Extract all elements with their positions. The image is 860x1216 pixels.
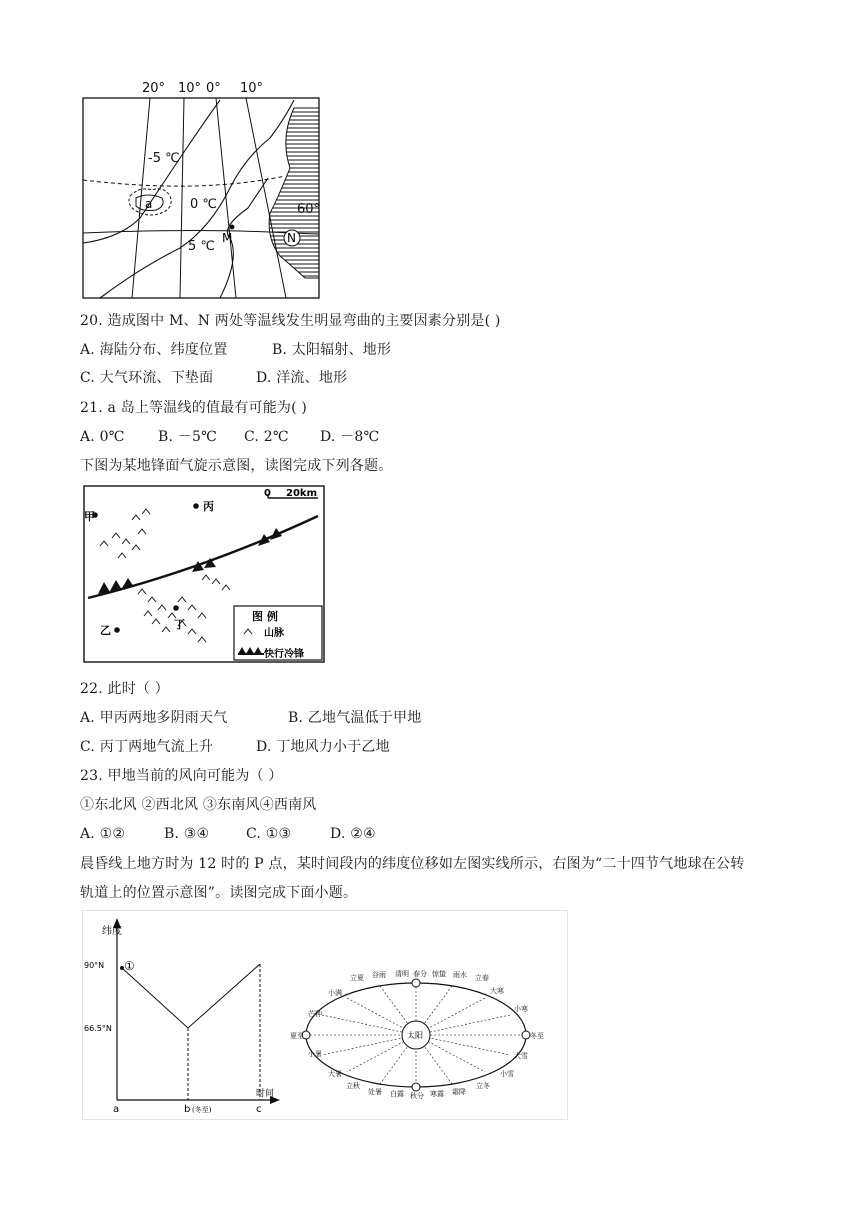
q20-stem: 20. 造成图中 M、N 两处等温线发生明显弯曲的主要因素分别是( ) <box>80 313 501 329</box>
q23-option-c: C. ①③ <box>246 826 292 842</box>
scale-zero: 0 <box>264 488 271 499</box>
q22-options-row1 <box>80 708 421 728</box>
term-lichun: 立春 <box>475 974 489 982</box>
lon-label-10w: 10° <box>178 81 202 96</box>
term-jingzhe: 惊蛰 <box>432 970 446 978</box>
q23-stem: 23. 甲地当前的风向可能为（ ） <box>80 768 283 784</box>
x-tick-c: c <box>256 1104 262 1115</box>
isotherm-label-5: 5 ℃ <box>188 239 216 254</box>
term-lidong: 立冬 <box>476 1082 490 1090</box>
isotherm-map-figure <box>80 78 325 304</box>
q22-options-row2 <box>80 737 390 757</box>
x-tick-b-note: (冬至) <box>192 1106 212 1114</box>
term-shuangjiang: 霜降 <box>452 1088 466 1096</box>
term-xiaoman: 小满 <box>328 989 342 997</box>
term-hanlu: 寒露 <box>430 1090 444 1098</box>
q23-choices: ①东北风 ②西北风 ③东南风④西南风 <box>80 797 317 813</box>
q21-option-d: D. －8℃ <box>320 429 380 445</box>
q20-option-d: D. 洋流、地形 <box>256 370 348 386</box>
x-axis-title: 时间 <box>256 1089 275 1099</box>
latitude-orbit-figure <box>82 910 568 1120</box>
place-yi-label: 乙 <box>100 624 111 637</box>
q22-option-c: C. 丙丁两地气流上升 <box>80 739 214 755</box>
term-daxue: 大雪 <box>514 1052 528 1060</box>
q20-options-row1 <box>80 340 391 360</box>
legend-title: 图 例 <box>252 610 278 623</box>
legend-mountain-label: 山脉 <box>264 628 284 639</box>
lon-label-10e: 10° <box>240 81 264 96</box>
q22-option-a: A. 甲丙两地多阴雨天气 <box>80 710 228 726</box>
term-liqiu: 立秋 <box>346 1082 360 1090</box>
point-m-label: M <box>222 231 233 245</box>
cyclone-map-figure <box>82 484 328 666</box>
q23-options <box>80 824 376 844</box>
q21-stem: 21. a 岛上等温线的值最有可能为( ) <box>80 400 308 416</box>
q22-option-b: B. 乙地气温低于甲地 <box>288 710 422 726</box>
term-chushu: 处暑 <box>368 1088 382 1096</box>
q23-option-a: A. ①② <box>80 826 126 842</box>
latitude-60-label: 60° <box>296 202 320 217</box>
sun-label: 太阳 <box>407 1031 423 1040</box>
x-tick-b: b <box>184 1104 191 1115</box>
legend-front-label: 快行冷锋 <box>264 649 304 660</box>
isotherm-label-minus5: -5 ℃ <box>148 151 180 166</box>
q20-options-row2 <box>80 368 347 388</box>
lon-label-20: 20° <box>142 81 166 96</box>
q21-option-a: A. 0℃ <box>80 429 125 445</box>
term-xiazhi: 夏至 <box>290 1032 304 1040</box>
q21-options <box>80 427 379 447</box>
term-guyu: 谷雨 <box>372 971 386 979</box>
q22-stem: 22. 此时（ ） <box>80 681 169 697</box>
place-jia-label: 甲 <box>84 510 95 523</box>
term-xiaoxue: 小雪 <box>500 1070 514 1078</box>
scale-label: 20km <box>286 488 317 499</box>
intro-solar-terms-line2: 轨道上的位置示意图”。读图完成下面小题。 <box>80 885 358 901</box>
point-m-marker <box>230 225 235 230</box>
q21-option-b: B. －5℃ <box>158 429 217 445</box>
term-dongzhi: 冬至 <box>530 1032 544 1040</box>
island-a-label: a <box>145 197 153 211</box>
lon-label-0: 0° <box>206 81 221 96</box>
point-n-label: N <box>287 231 296 245</box>
term-yushui: 雨水 <box>453 971 467 979</box>
term-chunfen: 春分 <box>413 970 427 978</box>
marker-1: ① <box>124 959 135 973</box>
q23-option-b: B. ③④ <box>164 826 210 842</box>
q21-option-c: C. 2℃ <box>244 429 289 445</box>
place-bing-label: 丙 <box>203 500 214 513</box>
intro-solar-terms-line1: 晨昏线上地方时为 12 时的 P 点，某时间段内的纬度位移如左图实线所示，右图为“二十四节气地球在公转 <box>80 856 745 872</box>
y-tick-66n: 66.5°N <box>84 1024 112 1033</box>
term-xiaohan: 小寒 <box>514 1005 528 1013</box>
q23-option-d: D. ②④ <box>330 826 376 842</box>
term-xiaoshu: 小暑 <box>308 1050 322 1058</box>
q20-option-c: C. 大气环流、下垫面 <box>80 370 214 386</box>
term-dashu: 大暑 <box>328 1070 342 1078</box>
term-bailu: 白露 <box>390 1090 404 1098</box>
x-tick-a: a <box>113 1104 120 1115</box>
y-axis-title: 纬度 <box>102 926 122 937</box>
term-qiufen: 秋分 <box>410 1092 424 1100</box>
isotherm-label-0: 0 ℃ <box>190 197 218 212</box>
q20-option-b: B. 太阳辐射、地形 <box>272 342 392 358</box>
term-mangzhong: 芒种 <box>308 1010 322 1018</box>
q20-option-a: A. 海陆分布、纬度位置 <box>80 342 228 358</box>
term-lixia: 立夏 <box>350 974 364 982</box>
term-dahan: 大寒 <box>490 987 504 995</box>
place-ding-label: 丁 <box>174 618 185 631</box>
y-tick-90n: 90°N <box>84 961 105 970</box>
intro-cyclone: 下图为某地锋面气旋示意图，读图完成下列各题。 <box>80 458 393 474</box>
q22-option-d: D. 丁地风力小于乙地 <box>256 739 390 755</box>
term-qingming: 清明 <box>395 970 409 978</box>
